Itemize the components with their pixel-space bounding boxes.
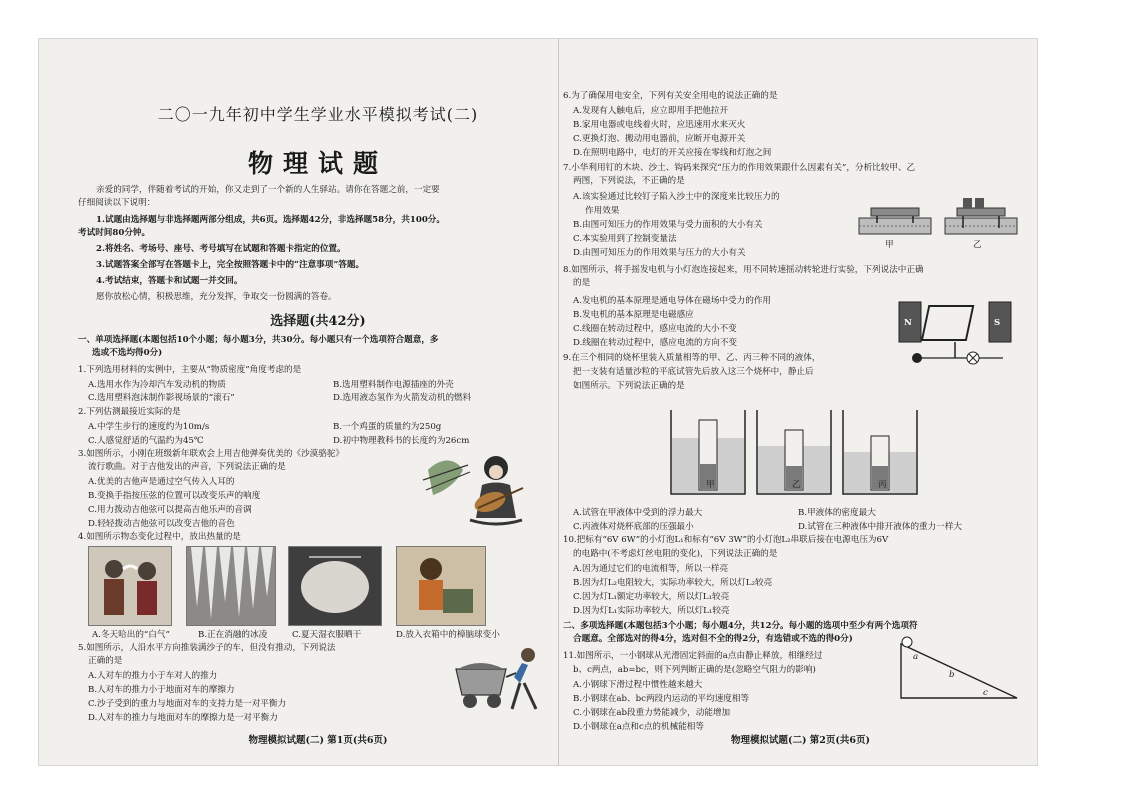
question-9-stem: 9.在三个相同的烧杯里装入质量相等的甲、乙、丙三种不同的液体， — [563, 353, 821, 363]
question-8-option-a: A.发电机的基本原理是通电导体在磁场中受力的作用 — [573, 296, 772, 306]
scanned-exam-sheet — [38, 38, 1038, 766]
exam-title: 二〇一九年初中学生学业水平模拟考试(二) — [157, 105, 479, 124]
question-11-stem: 11.如图所示，一小钢球从光滑固定斜面的a点由静止释放，相继经过 — [563, 651, 823, 661]
page-two — [563, 38, 1038, 766]
question-8-stem: 8.如图所示，将手摇发电机与小灯泡连接起来，用不同转速摇动转轮进行实验，下列说法中正确 — [563, 265, 924, 275]
section-two-heading: 二、多项选择题(本题包括3个小题；每小题4分，共12分。每小题的选项中至少有两个选项符 — [563, 621, 918, 631]
beaker-label-bing: 丙 — [878, 480, 887, 490]
question-5-option-b: B.人对车的推力小于地面对车的摩擦力 — [88, 685, 235, 695]
question-9-stem: 把一支装有适量沙粒的平底试管先后放入这三个烧杯中，静止后 — [573, 367, 814, 377]
figure-label-yi: 乙 — [973, 240, 982, 250]
question-10-stem: 10.把标有“6V 6W”的小灯泡L₁和标有“6V 3W”的小灯泡L₂串联后接在电源电压为6V — [563, 535, 889, 545]
instruction-line: 3.试题答案全部写在答题卡上，完全按照答题卡中的“注意事项”答题。 — [96, 260, 365, 270]
incline-label-a: a — [913, 652, 919, 662]
photo-winter-breath — [88, 546, 172, 626]
question-6-option-b: B.家用电器或电线着火时，应迅速用水来灭火 — [573, 120, 746, 130]
subject-title: 物理试题 — [247, 149, 388, 178]
intro-line: 仔细阅读以下说明： — [78, 198, 156, 208]
section-one-heading: 选或不选均得0分) — [92, 348, 163, 358]
question-1-option-c: C.选用塑料泡沫制作影视场景的“滚石” — [88, 393, 235, 403]
question-11-option-d: D.小钢球在a点和c点的机械能相等 — [573, 722, 704, 732]
photo-mothball-wardrobe — [396, 546, 486, 626]
photo-drying-clothes — [288, 546, 382, 626]
question-11-option-b: B.小钢球在ab、bc两段内运动的平均速度相等 — [573, 694, 750, 704]
question-10-stem: 的电路中(不考虑灯丝电阻的变化)，下列说法正确的是 — [573, 549, 778, 559]
question-4-caption-a: A.冬天哈出的“白气” — [92, 630, 170, 640]
question-10-option-d: D.因为灯L₁实际功率较大，所以灯L₁较亮 — [573, 606, 730, 616]
question-6-option-c: C.更换灯泡、搬动用电器前，应断开电源开关 — [573, 134, 746, 144]
page-two-footer: 物理模拟试题(二) 第2页(共6页) — [730, 735, 870, 746]
question-10-option-a: A.因为通过它们的电流相等，所以一样亮 — [573, 564, 729, 574]
figure-label-jia: 甲 — [885, 240, 894, 250]
instruction-line: 1.试题由选择题与非选择题两部分组成，共6页。选择题42分，非选择题58分，共100分。 — [96, 215, 445, 225]
question-5-stem: 5.如图所示，人沿水平方向推装满沙子的车，但没有推动，下列说法 — [78, 643, 336, 653]
question-7-stem: 7.小华利用钉的木块、沙土、钩码来探究“压力的作用效果跟什么因素有关”，分析比较甲、乙 — [563, 163, 916, 173]
incline-figure — [893, 636, 1028, 706]
question-3-option-a: A.优美的吉他声是通过空气传入人耳的 — [88, 477, 235, 487]
question-7-option-a: A.该实验通过比较钉子陷入沙土中的深度来比较压力的 — [573, 192, 780, 202]
magnet-north-label: N — [904, 318, 912, 328]
question-3-option-c: C.用力拨动吉他弦可以提高吉他乐声的音调 — [88, 505, 252, 515]
generator-figure — [893, 288, 1028, 370]
question-2-option-c: C.人感觉舒适的气温约为45℃ — [88, 436, 204, 446]
question-4-stem: 4.如图所示物态变化过程中，放出热量的是 — [78, 532, 241, 542]
question-5-option-a: A.人对车的推力小于车对人的推力 — [88, 671, 218, 681]
page-one-footer: 物理模拟试题(二) 第1页(共6页) — [248, 735, 388, 746]
guitar-player-figure — [418, 450, 538, 530]
question-6-stem: 6.为了确保用电安全，下列有关安全用电的说法正确的是 — [563, 91, 778, 101]
question-4-caption-d: D.放入衣箱中的樟脑球变小 — [396, 630, 500, 640]
question-9-option-a: A.试管在甲液体中受到的浮力最大 — [573, 508, 703, 518]
question-3-option-d: D.轻轻拨动吉他弦可以改变吉他的音色 — [88, 519, 235, 529]
instruction-line: 2.将姓名、考场号、座号、考号填写在试题和答题卡指定的位置。 — [96, 244, 346, 254]
photo-melting-icicles — [186, 546, 276, 626]
question-8-stem: 的是 — [573, 278, 591, 288]
question-1-stem: 1.下列选用材料的实例中，主要从“物质密度”角度考虑的是 — [78, 365, 302, 375]
question-2-option-a: A.中学生步行的速度约为10m/s — [88, 422, 210, 432]
question-1-option-a: A.选用水作为冷却汽车发动机的物质 — [88, 380, 226, 390]
question-7-option-d: D.由图可知压力的作用效果与压力的大小有关 — [573, 248, 746, 258]
question-4-caption-b: B.正在消融的冰凌 — [198, 630, 268, 640]
beaker-label-jia: 甲 — [706, 480, 715, 490]
question-9-stem: 如图所示。下列说法正确的是 — [573, 381, 685, 391]
section-two-heading: 合题意。全部选对的得4分，选对但不全的得2分，有选错或不选的得0分) — [573, 634, 853, 644]
pressure-experiment-figure — [853, 190, 1023, 252]
question-6-option-d: D.在照明电路中，电灯的开关应接在零线和灯泡之间 — [573, 148, 772, 158]
instruction-line: 考试时间80分钟。 — [78, 228, 151, 238]
question-11-stem: b、c两点，ab=bc，则下列判断正确的是(忽略空气阻力的影响) — [573, 665, 816, 675]
intro-line: 亲爱的同学，伴随着考试的开始，你又走到了一个新的人生驿站。请你在答题之前，一定要 — [96, 185, 440, 195]
question-10-option-b: B.因为灯L₂电阻较大，实际功率较大，所以灯L₂较亮 — [573, 578, 773, 588]
question-3-stem: 流行歌曲。对于吉他发出的声音，下列说法正确的是 — [88, 462, 286, 472]
question-7-option-a-cont: 作用效果 — [585, 206, 620, 216]
incline-label-b: b — [949, 670, 955, 680]
question-8-option-b: B.发电机的基本原理是电磁感应 — [573, 310, 694, 320]
question-6-option-a: A.发现有人触电后，应立即用手把他拉开 — [573, 106, 729, 116]
question-8-option-c: C.线圈在转动过程中，感应电流的大小不变 — [573, 324, 737, 334]
question-8-option-d: D.线圈在转动过程中，感应电流的方向不变 — [573, 338, 738, 348]
question-7-option-b: B.由图可知压力的作用效果与受力面积的大小有关 — [573, 220, 763, 230]
question-9-option-b: B.甲液体的密度最大 — [798, 508, 876, 518]
incline-label-c: c — [983, 688, 988, 698]
question-10-option-c: C.因为灯L₁额定功率较大，所以灯L₁较亮 — [573, 592, 730, 602]
question-5-option-c: C.沙子受到的重力与地面对车的支持力是一对平衡力 — [88, 699, 287, 709]
section-one-heading: 一、单项选择题(本题包括10个小题；每小题3分，共30分。每小题只有一个选项符合题意，多 — [78, 335, 439, 345]
question-7-stem: 两图，下列说法，不正确的是 — [573, 176, 685, 186]
question-2-stem: 2.下列估测最接近实际的是 — [78, 407, 181, 417]
question-11-option-c: C.小钢球在ab段重力势能减少，动能增加 — [573, 708, 731, 718]
magnet-south-label: S — [994, 318, 1001, 328]
instruction-line: 4.考试结束，答题卡和试题一并交回。 — [96, 276, 243, 286]
question-5-stem: 正确的是 — [88, 656, 123, 666]
question-4-caption-c: C.夏天湿衣服晒干 — [292, 630, 362, 640]
instruction-line: 愿你放松心情，积极思维，充分发挥，争取交一份圆满的答卷。 — [96, 292, 337, 302]
question-9-option-d: D.试管在三种液体中排开液体的重力一样大 — [798, 522, 963, 532]
question-9-option-c: C.丙液体对烧杯底部的压强最小 — [573, 522, 694, 532]
question-2-option-b: B.一个鸡蛋的质量约为250g — [333, 422, 442, 432]
question-1-option-b: B.选用塑料制作电源插座的外壳 — [333, 380, 454, 390]
question-11-option-a: A.小钢球下滑过程中惯性越来越大 — [573, 680, 703, 690]
sand-cart-figure — [450, 643, 546, 715]
page-divider — [558, 38, 559, 766]
question-7-option-c: C.本实验用到了控制变量法 — [573, 234, 677, 244]
question-5-option-d: D.人对车的推力与地面对车的摩擦力是一对平衡力 — [88, 713, 278, 723]
page-one — [78, 38, 558, 766]
question-2-option-d: D.初中物理教科书的长度约为26cm — [333, 436, 470, 446]
beaker-label-yi: 乙 — [792, 480, 801, 490]
section-title: 选择题(共42分) — [270, 314, 366, 329]
question-3-stem: 3.如图所示，小刚在班级新年联欢会上用吉他弹奏优美的《沙漠骆驼》 — [78, 449, 345, 459]
question-3-option-b: B.变换手指按压弦的位置可以改变乐声的响度 — [88, 491, 261, 501]
question-1-option-d: D.选用液态氢作为火箭发动机的燃料 — [333, 393, 472, 403]
